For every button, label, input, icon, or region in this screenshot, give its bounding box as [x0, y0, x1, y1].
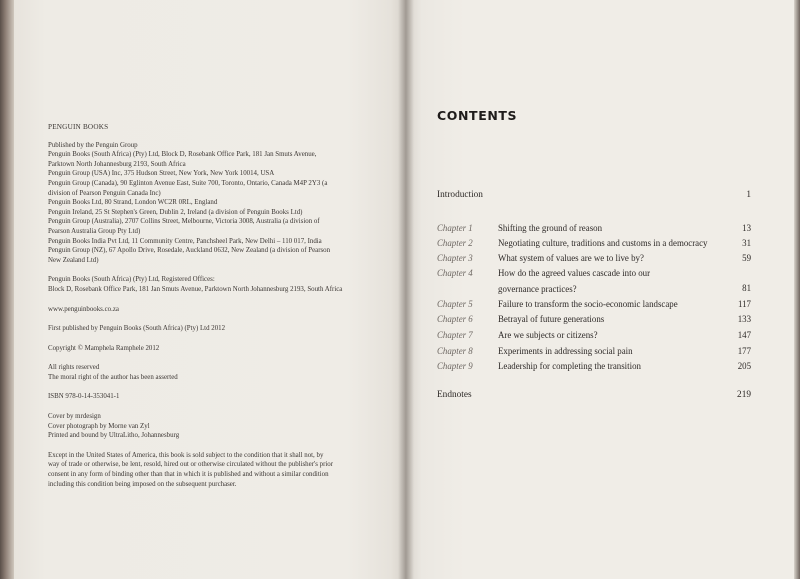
toc-chapter-page: 177 [737, 346, 751, 356]
rights-block [48, 363, 393, 382]
published-by: Published by the Penguin Group [48, 141, 138, 149]
registered-offices-heading: Penguin Books (South Africa) (Pty) Ltd, Registered Offices: [48, 276, 215, 284]
toc-endnotes-label: Endnotes [437, 390, 472, 400]
toc-chapter-page: 147 [737, 330, 751, 340]
address-line: Penguin Books Ltd, 80 Strand, London WC2R 0RL, England [48, 199, 218, 207]
toc-chapter-label: Chapter 5 [437, 299, 473, 309]
book-gutter [398, 0, 414, 579]
toc-chapter-title: Experiments in addressing social pain [498, 346, 633, 356]
address-line: Penguin Books India Pvt Ltd, 11 Community Centre, Panchsheel Park, New Delhi – 110 017, India [48, 237, 322, 245]
toc-chapter-label: Chapter 6 [437, 314, 473, 324]
website: www.penguinbooks.co.za [48, 305, 119, 313]
address-line: Penguin Ireland, 25 St Stephen's Green, Dublin 2, Ireland (a division of Penguin Books Ltd) [48, 208, 303, 216]
address-line: Parktown North Johannesburg 2193, South Africa [48, 160, 186, 168]
registered-offices-address: Block D, Rosebank Office Park, 181 Jan Smuts Avenue, Parktown North Johannesburg 2193, South Africa [48, 285, 343, 293]
legal-notice [48, 451, 393, 489]
address-line: Penguin Group (NZ), 67 Apollo Drive, Rosedale, Auckland 0632, New Zealand (a division of Pearson [48, 247, 331, 255]
legal-notice-line: including this condition being imposed on the subsequent purchaser. [48, 480, 237, 488]
address-line: Penguin Books (South Africa) (Pty) Ltd, Block D, Rosebank Office Park, 181 Jan Smuts Avenue, [48, 151, 317, 159]
credits-block [48, 412, 393, 441]
address-line: New Zealand Ltd) [48, 256, 99, 264]
toc-chapter-title-line2: governance practices? [498, 284, 577, 294]
toc-chapter-label: Chapter 7 [437, 330, 473, 340]
printed-by: Printed and bound by UltraLitho, Johannesburg [48, 432, 180, 440]
toc-introduction [437, 190, 751, 200]
cover-photo: Cover photograph by Morne van Zyl [48, 422, 150, 430]
rights-reserved: All rights reserved [48, 364, 100, 372]
toc-chapter-page: 81 [742, 283, 751, 293]
toc-introduction-page: 1 [746, 190, 751, 200]
first-published: First published by Penguin Books (South Africa) (Pty) Ltd 2012 [48, 325, 226, 333]
toc-chapter-page: 13 [742, 223, 751, 233]
toc-chapter-title: Betrayal of future generations [498, 314, 605, 324]
toc-chapter-label: Chapter 2 [437, 238, 473, 248]
right-page-edge [794, 0, 800, 579]
toc-chapter-page: 59 [742, 253, 751, 263]
toc-chapter-label: Chapter 8 [437, 346, 473, 356]
toc-introduction-label: Introduction [437, 190, 483, 200]
toc-chapter-page: 117 [738, 299, 751, 309]
toc-chapter-title: Shifting the ground of reason [498, 223, 603, 233]
left-page-edge [0, 0, 14, 579]
toc-chapter-title: Failure to transform the socio-economic landscape [498, 299, 678, 309]
moral-right: The moral right of the author has been asserted [48, 373, 178, 381]
toc-chapter-title: Negotiating culture, traditions and customs in a democracy [498, 238, 708, 248]
toc-chapter-label: Chapter 9 [437, 361, 473, 371]
toc-chapter-label: Chapter 3 [437, 253, 473, 263]
toc-endnotes [437, 390, 751, 400]
isbn: ISBN 978-0-14-353041-1 [48, 393, 120, 401]
registered-offices [48, 275, 393, 294]
cover-by: Cover by mrdesign [48, 413, 101, 421]
toc-chapter-page: 133 [737, 314, 751, 324]
address-line: division of Pearson Penguin Canada Inc) [48, 189, 161, 197]
toc-chapter-title: What system of values are we to live by? [498, 253, 644, 263]
toc-chapter-title: Are we subjects or citizens? [498, 330, 598, 340]
address-line: Penguin Group (Canada), 90 Eglinton Avenue East, Suite 700, Toronto, Ontario, Canada M4P 2Y3 (a [48, 179, 328, 187]
legal-notice-line: consent in any form of binding other than that in which it is published and without a similar condition [48, 471, 329, 479]
publisher-addresses [48, 141, 393, 266]
toc-chapter-page: 31 [742, 238, 751, 248]
address-line: Penguin Group (Australia), 2707 Collins Street, Melbourne, Victoria 3008, Australia (a division of [48, 218, 320, 226]
toc-chapter-label: Chapter 1 [437, 223, 473, 233]
toc-chapter-label: Chapter 4 [437, 268, 473, 278]
toc-chapter-title-line1: How do the agreed values cascade into our [498, 268, 651, 278]
legal-notice-line: way of trade or otherwise, be lent, resold, hired out or otherwise circulated without the publisher's prior [48, 461, 334, 469]
contents-heading: CONTENTS [437, 108, 518, 123]
toc-chapter-title: Leadership for completing the transition [498, 361, 641, 371]
toc-chapter-page: 205 [737, 361, 751, 371]
legal-notice-line: Except in the United States of America, this book is sold subject to the condition that it shall not, by [48, 451, 324, 459]
address-line: Penguin Group (USA) Inc, 375 Hudson Street, New York, New York 10014, USA [48, 170, 275, 178]
copyright-text [48, 123, 393, 489]
publisher-title: PENGUIN BOOKS [48, 123, 109, 131]
toc-endnotes-page: 219 [737, 390, 751, 400]
copyright-line: Copyright © Mamphela Ramphele 2012 [48, 344, 160, 352]
address-line: Pearson Australia Group Pty Ltd) [48, 227, 141, 235]
toc-chapter-title [498, 268, 731, 294]
